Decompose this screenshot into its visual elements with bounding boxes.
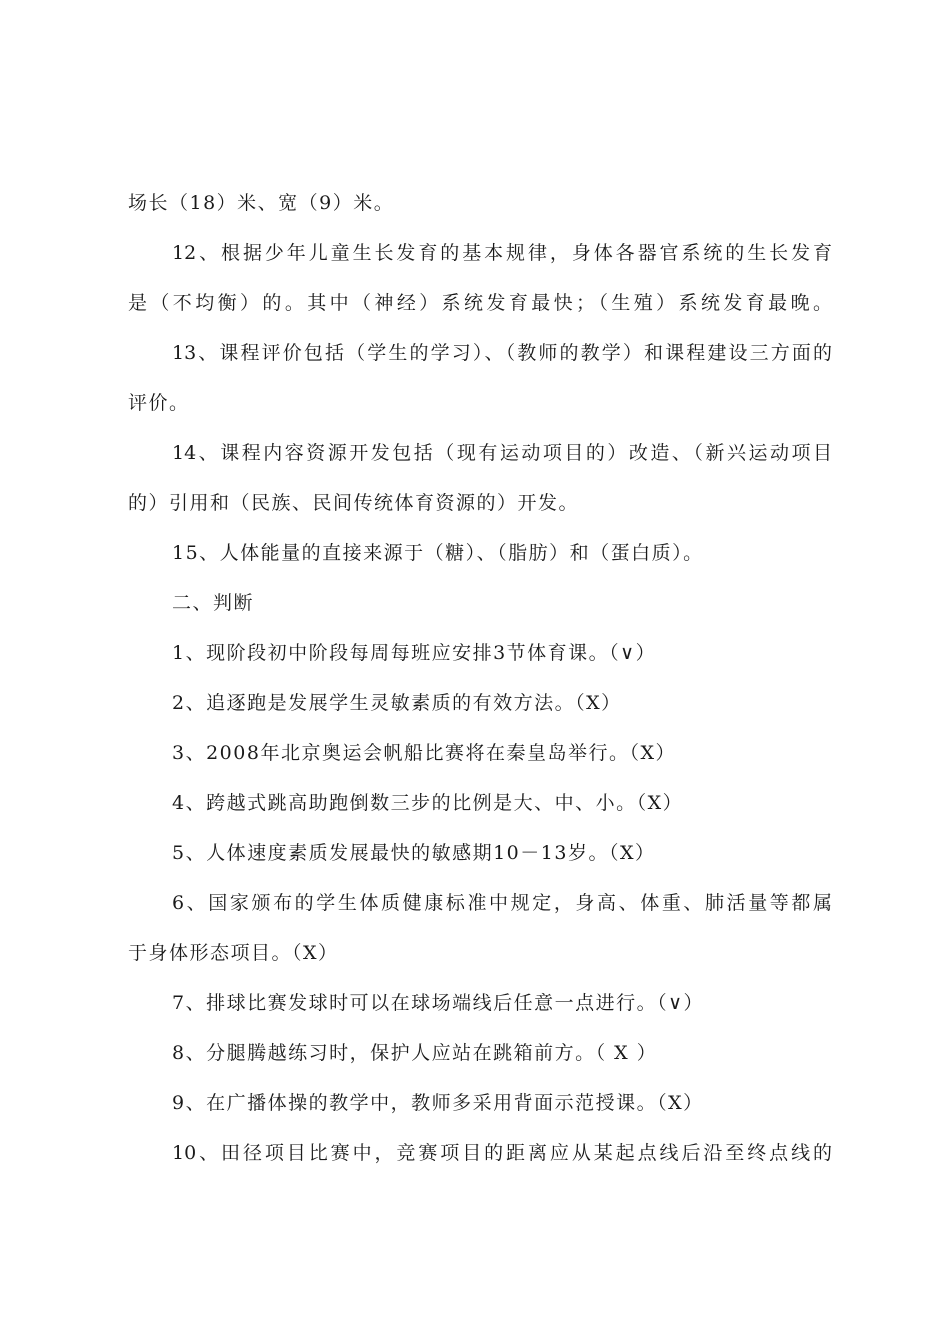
text-line-judge-9: 9、在广播体操的教学中，教师多采用背面示范授课。（X） [172,1092,704,1114]
text-line-item-14-part2: 的）引用和（民族、民间传统体育资源的）开发。 [128,492,580,514]
text-line-judge-10: 10、田径项目比赛中，竞赛项目的距离应从某起点线后沿至终点线的 [172,1142,832,1164]
text-line-item-13-part1: 13、课程评价包括（学生的学习）、（教师的教学）和课程建设三方面的 [172,342,832,364]
text-line-judge-5: 5、人体速度素质发展最快的敏感期10－13岁。（X） [172,842,656,864]
text-line-judge-8: 8、分腿腾越练习时，保护人应站在跳箱前方。（ X ） [172,1042,658,1064]
text-line-item-12-part1: 12、根据少年儿童生长发育的基本规律，身体各器官系统的生长发育 [172,242,832,264]
section-heading-judgement: 二、判断 [172,592,255,614]
text-line-judge-6-part2: 于身体形态项目。（X） [128,942,339,964]
text-line-judge-7: 7、排球比赛发球时可以在球场端线后任意一点进行。（∨） [172,992,704,1014]
text-line-item-14-part1: 14、课程内容资源开发包括（现有运动项目的）改造、（新兴运动项目 [172,442,832,464]
text-line-court-size: 场长（18）米、宽（9）米。 [128,192,395,214]
text-line-judge-3: 3、2008年北京奥运会帆船比赛将在秦皇岛举行。（X） [172,742,676,764]
text-line-item-15: 15、人体能量的直接来源于（糖）、（脂肪）和（蛋白质）。 [172,542,704,564]
text-line-judge-4: 4、跨越式跳高助跑倒数三步的比例是大、中、小。（X） [172,792,684,814]
text-line-judge-2: 2、追逐跑是发展学生灵敏素质的有效方法。（X） [172,692,622,714]
text-line-judge-6-part1: 6、国家颁布的学生体质健康标准中规定，身高、体重、肺活量等都属 [172,892,832,914]
text-line-judge-1: 1、现阶段初中阶段每周每班应安排3节体育课。（∨） [172,642,657,664]
text-line-item-13-part2: 评价。 [128,392,190,414]
text-line-item-12-part2: 是（不均衡）的。其中（神经）系统发育最快；（生殖）系统发育最晚。 [128,292,832,314]
